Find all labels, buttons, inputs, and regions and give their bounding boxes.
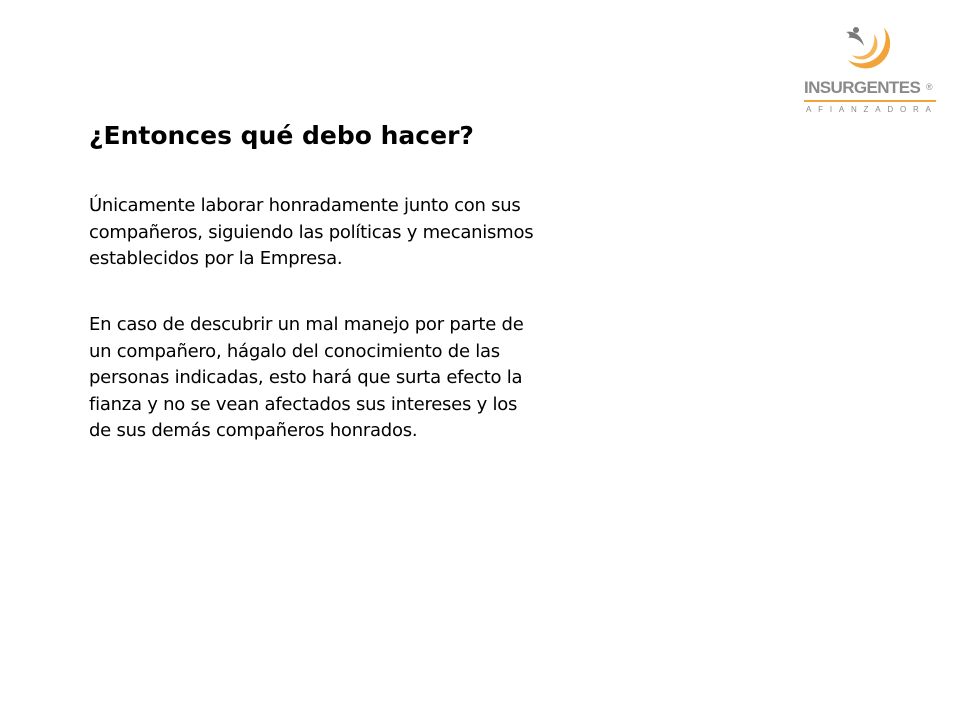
paragraph-line: En caso de descubrir un mal manejo por parte de [89, 314, 524, 335]
paragraph-line: establecidos por la Empresa. [89, 248, 343, 270]
paragraph-line: Únicamente laborar honradamente junto con sus [89, 195, 521, 216]
company-logo [800, 22, 950, 122]
paragraph-2 [89, 312, 524, 445]
paragraph-line: personas indicadas, esto hará que surta efecto la [89, 367, 523, 389]
swirl-logo-icon [840, 24, 892, 74]
logo-divider [804, 100, 936, 102]
paragraph-line: compañeros, siguiendo las políticas y mecanismos [89, 221, 534, 243]
logo-name: INSURGENTES [804, 78, 921, 97]
logo-subtitle: AFIANZADORA [806, 105, 938, 114]
registered-mark: ® [926, 82, 933, 92]
paragraph-1 [89, 193, 533, 273]
slide-title: ¿Entonces qué debo hacer? [89, 121, 474, 150]
paragraph-line: de sus demás compañeros honrados. [89, 420, 418, 442]
paragraph-line: fianza y no se vean afectados sus intereses y los [89, 393, 518, 415]
paragraph-line: un compañero, hágalo del conocimiento de las [89, 340, 500, 362]
